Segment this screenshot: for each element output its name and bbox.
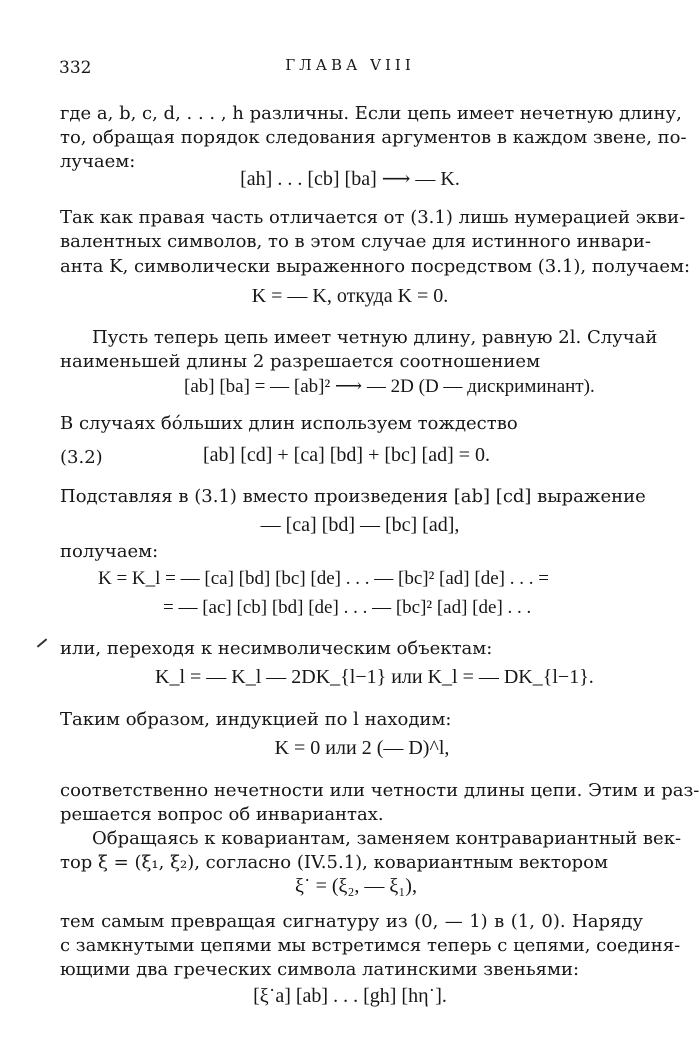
text-line: валентных символов, то в этом случае для истинного инвари- [60,231,651,252]
text-line: Так как правая часть отличается от (3.1) лишь нумерацией экви- [60,207,686,228]
equation: [ab] [cd] + [ca] [bd] + [bc] [ad] = 0. [203,444,491,466]
equation: K_l = — K_l — 2DK_{l−1} или K_l = — DK_{l−1}. [155,666,594,688]
text-line: Таким образом, индукцией по l находим: [60,709,452,730]
equation: [ξ˙a] [ab] . . . [gh] [hη˙]. [253,985,447,1007]
text-line: В случаях бо́льших длин используем тождество [60,413,518,434]
text-line: анта K, символически выраженного посредством (3.1), получаем: [60,256,691,277]
text-line: наименьшей длины 2 разрешается соотношением [60,351,541,372]
text-line: тем самым превращая сигнатуру из (0, — 1) в (1, 0). Наряду [60,911,643,932]
equation: K = K_l = — [ca] [bd] [bc] [de] . . . — [bc]² [ad] [de] . . . = [98,568,549,589]
text-line: получаем: [60,541,159,562]
text-line: Обращаясь к ковариантам, заменяем контравариантный век- [92,828,682,849]
text-line: лучаем: [60,151,136,172]
text-line: где a, b, c, d, . . . , h различны. Если цепь имеет нечетную длину, [60,103,682,124]
equation: K = 0 или 2 (— D)^l, [274,737,450,759]
equation: = — [ac] [cb] [bd] [de] . . . — [bc]² [ad] [de] . . . [163,597,532,618]
equation: ξ˙ = (ξ₂, — ξ₁), [295,875,417,897]
text-line: или, переходя к несимволическим объектам: [60,638,493,659]
text-line: с замкнутыми цепями мы встретимся теперь с цепями, соединя- [60,935,681,956]
page-number: 332 [59,58,92,78]
equation: K = — K, откуда K = 0. [251,285,449,307]
text-line: решается вопрос об инвариантах. [60,804,384,825]
text-line: тор ξ = (ξ₁, ξ₂), согласно (IV.5.1), ковариантным вектором [60,852,609,873]
text-line: соответственно нечетности или четности длины цепи. Этим и раз- [60,780,700,801]
text-line: Подставляя в (3.1) вместо произведения [ab] [cd] выражение [60,486,646,507]
equation-number: (3.2) [60,447,103,468]
equation: — [ca] [bd] — [bc] [ad], [260,514,460,536]
equation: [ah] . . . [cb] [ba] ⟶ — K. [240,168,460,190]
text-line: Пусть теперь цепь имеет четную длину, равную 2l. Случай [92,327,658,348]
text-line: то, обращая порядок следования аргументов в каждом звене, по- [60,127,687,148]
equation: [ab] [ba] = — [ab]² ⟶ — 2D (D — дискриминант). [184,376,595,397]
chapter-heading: ГЛАВА VIII [285,56,415,74]
margin-pencil-mark [37,638,47,647]
text-line: ющими два греческих символа латинскими звеньями: [60,959,580,980]
